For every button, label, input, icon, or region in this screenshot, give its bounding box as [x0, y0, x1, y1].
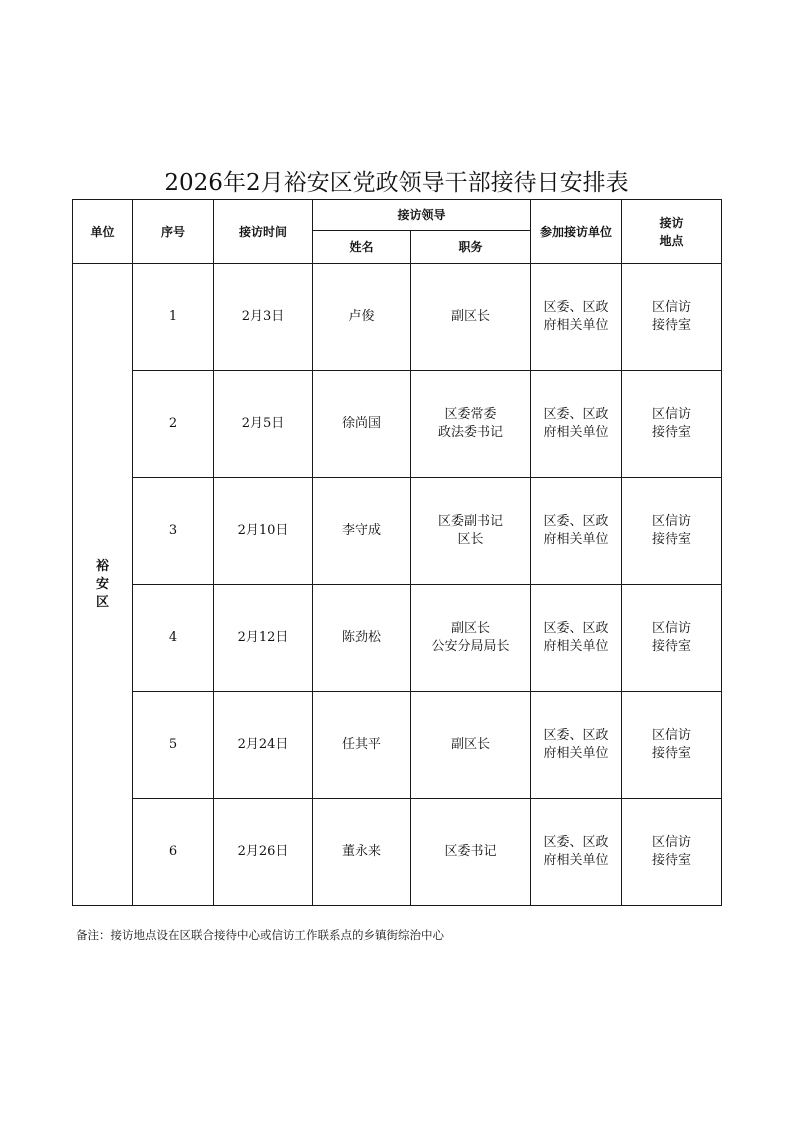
position-cell: [411, 478, 531, 585]
location-cell: [622, 264, 722, 371]
table-row: [73, 585, 722, 692]
position-cell-line: 政法委书记: [438, 425, 504, 440]
header-date: 接访时间: [214, 200, 313, 264]
location-cell: [622, 585, 722, 692]
participants-cell-line: 区委、区政: [543, 407, 609, 422]
header-position: 职务: [411, 231, 531, 264]
date-cell: 2月3日: [214, 264, 313, 371]
seq-cell: 6: [133, 799, 214, 906]
location-cell-line: 接待室: [652, 318, 692, 333]
position-cell-line: 区委副书记: [438, 514, 504, 529]
reception-schedule-table: [72, 199, 722, 906]
position-cell: [411, 371, 531, 478]
footnote: 备注：接访地点设在区联合接待中心或信访工作联系点的乡镇街综治中心: [76, 928, 444, 942]
header-location: [622, 200, 722, 264]
position-cell-line: 副区长: [451, 737, 491, 752]
header-name: 姓名: [313, 231, 411, 264]
position-cell-line: 区委常委: [444, 407, 497, 422]
unit-cell: [73, 264, 133, 906]
position-cell-line: 副区长: [451, 309, 491, 324]
table-row: [73, 692, 722, 799]
date-cell: 2月26日: [214, 799, 313, 906]
participants-cell: [531, 371, 622, 478]
unit-char: 裕: [95, 558, 109, 574]
participants-cell: [531, 478, 622, 585]
location-cell-line: 区信访: [652, 300, 692, 315]
name-cell: 董永来: [313, 799, 411, 906]
participants-cell-line: 区委、区政: [543, 621, 609, 636]
seq-cell: 5: [133, 692, 214, 799]
location-cell-line: 区信访: [652, 835, 692, 850]
unit-char: 区: [95, 594, 109, 610]
header-seq: 序号: [133, 200, 214, 264]
table-row: [73, 264, 722, 371]
participants-cell-line: 区委、区政: [543, 300, 609, 315]
name-cell: 卢俊: [313, 264, 411, 371]
header-location-line1: 接访: [659, 215, 684, 230]
position-cell: [411, 799, 531, 906]
name-cell: 李守成: [313, 478, 411, 585]
location-cell-line: 区信访: [652, 514, 692, 529]
participants-cell-line: 府相关单位: [543, 425, 609, 440]
location-cell-line: 接待室: [652, 639, 692, 654]
location-cell: [622, 799, 722, 906]
table-row: [73, 799, 722, 906]
participants-cell-line: 府相关单位: [543, 746, 609, 761]
location-cell-line: 区信访: [652, 728, 692, 743]
seq-cell: 1: [133, 264, 214, 371]
seq-cell: 4: [133, 585, 214, 692]
location-cell-line: 接待室: [652, 532, 692, 547]
position-cell-line: 公安分局局长: [431, 639, 510, 654]
location-cell: [622, 692, 722, 799]
location-cell-line: 接待室: [652, 853, 692, 868]
header-row-top: [73, 200, 722, 231]
date-cell: 2月24日: [214, 692, 313, 799]
name-cell: 陈劲松: [313, 585, 411, 692]
location-cell-line: 区信访: [652, 621, 692, 636]
seq-cell: 3: [133, 478, 214, 585]
header-location-line2: 地点: [659, 233, 684, 248]
position-cell-line: 副区长: [451, 621, 491, 636]
table-body: [73, 264, 722, 906]
header-participants: 参加接访单位: [531, 200, 622, 264]
position-cell: [411, 585, 531, 692]
seq-cell: 2: [133, 371, 214, 478]
participants-cell-line: 府相关单位: [543, 532, 609, 547]
participants-cell: [531, 692, 622, 799]
participants-cell-line: 府相关单位: [543, 853, 609, 868]
date-cell: 2月10日: [214, 478, 313, 585]
location-cell-line: 接待室: [652, 746, 692, 761]
location-cell-line: 接待室: [652, 425, 692, 440]
location-cell: [622, 371, 722, 478]
date-cell: 2月5日: [214, 371, 313, 478]
header-leader-group: 接访领导: [313, 200, 531, 231]
participants-cell-line: 区委、区政: [543, 514, 609, 529]
name-cell: 任其平: [313, 692, 411, 799]
position-cell: [411, 264, 531, 371]
participants-cell-line: 府相关单位: [543, 639, 609, 654]
participants-cell-line: 区委、区政: [543, 728, 609, 743]
header-unit: 单位: [73, 200, 133, 264]
table-row: [73, 371, 722, 478]
position-cell-line: 区委书记: [444, 844, 497, 859]
participants-cell-line: 府相关单位: [543, 318, 609, 333]
participants-cell-line: 区委、区政: [543, 835, 609, 850]
name-cell: 徐尚国: [313, 371, 411, 478]
unit-char: 安: [95, 576, 109, 592]
participants-cell: [531, 585, 622, 692]
location-cell: [622, 478, 722, 585]
position-cell: [411, 692, 531, 799]
table-row: [73, 478, 722, 585]
date-cell: 2月12日: [214, 585, 313, 692]
participants-cell: [531, 264, 622, 371]
participants-cell: [531, 799, 622, 906]
location-cell-line: 区信访: [652, 407, 692, 422]
position-cell-line: 区长: [457, 532, 484, 547]
document-title: 2026年2月裕安区党政领导干部接待日安排表: [164, 170, 629, 196]
